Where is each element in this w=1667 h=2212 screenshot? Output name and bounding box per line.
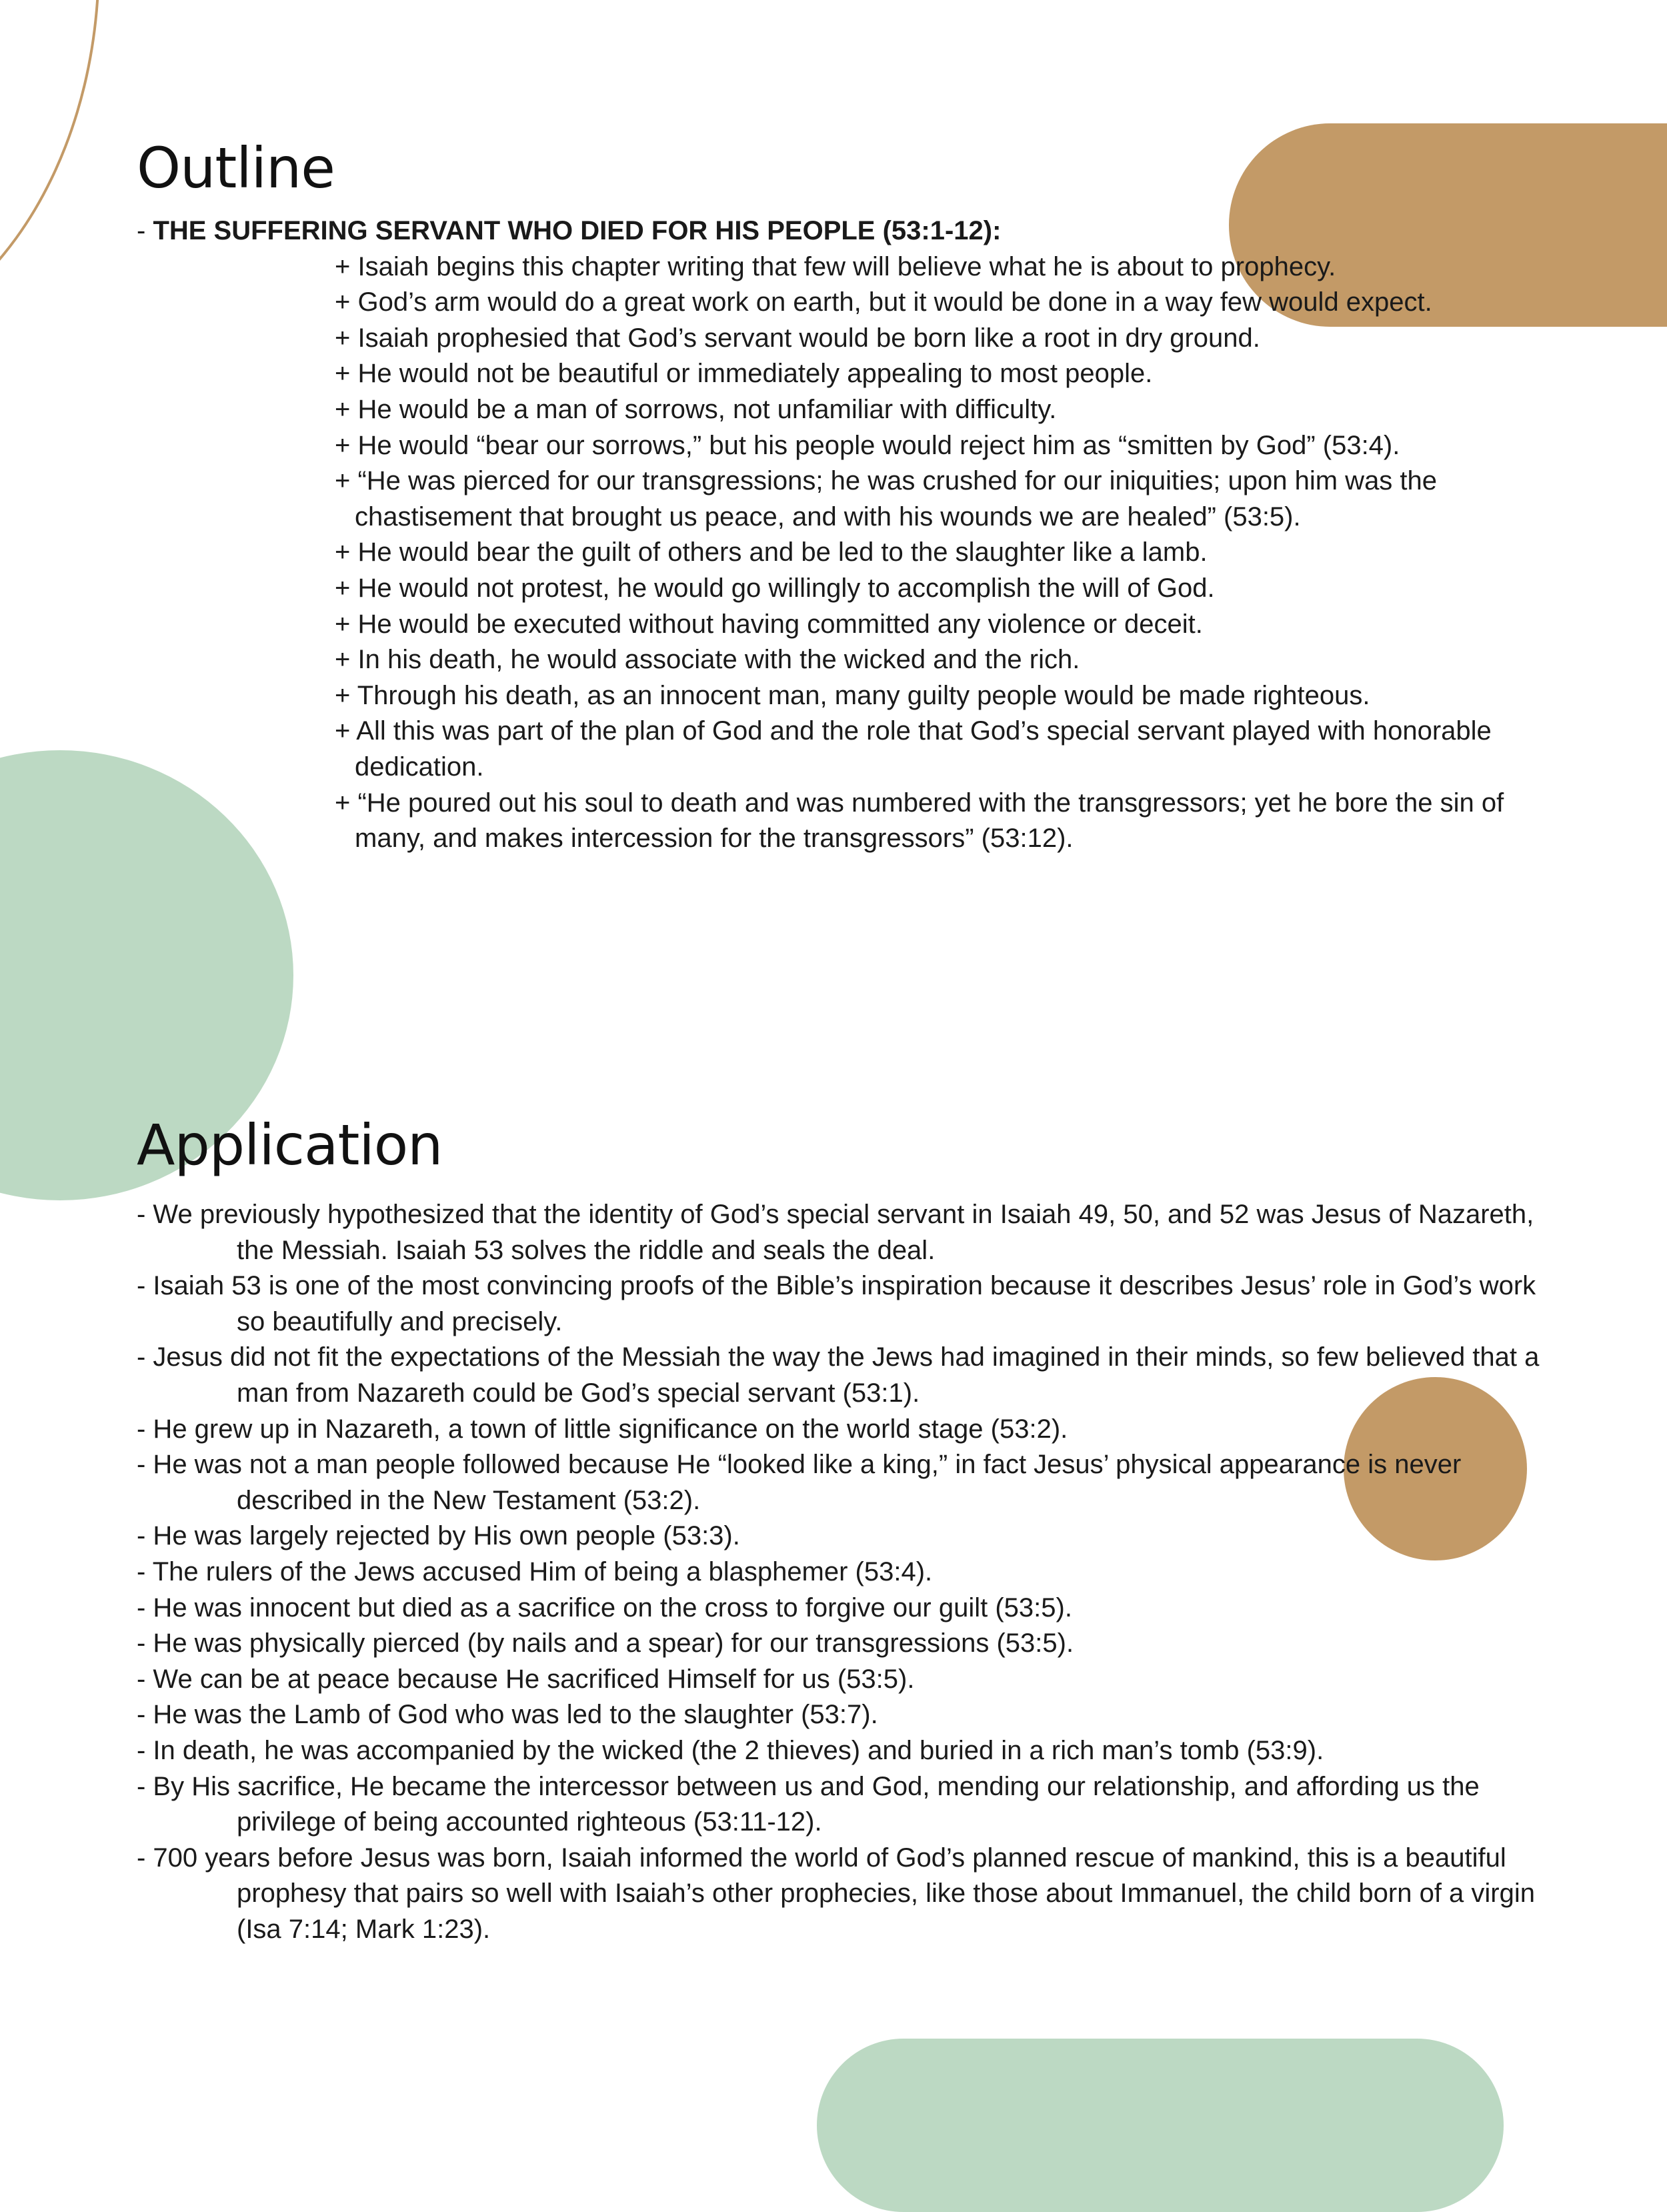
outline-body [137, 213, 1564, 857]
outline-item: + In his death, he would associate with the wicked and the rich. [335, 645, 1080, 675]
outline-item: + He would “bear our sorrows,” but his people would reject him as “smitten by God” (53:4). [335, 430, 1400, 460]
outline-heading-text: THE SUFFERING SERVANT WHO DIED FOR HIS PEOPLE (53:1-12): [153, 216, 1002, 245]
outline-item: + He would bear the guilt of others and be led to the slaughter like a lamb. [335, 537, 1208, 568]
outline-title: Outline [137, 135, 335, 201]
outline-item: + “He poured out his soul to death and was numbered with the transgressors; yet he bore the sin of many, and makes intercession for the transgressors” (53:12). [335, 788, 1504, 854]
decorative-pill-bottom [817, 2039, 1504, 2212]
application-body [137, 1197, 1564, 1947]
application-item: - He was innocent but died as a sacrifice on the cross to forgive our guilt (53:5). [137, 1592, 1072, 1622]
outline-heading [137, 213, 1564, 249]
application-item: - By His sacrifice, He became the intercessor between us and God, mending our relationship, and affording us the privilege of being accounted righteous (53:11-12). [137, 1771, 1480, 1837]
application-item: - The rulers of the Jews accused Him of being a blasphemer (53:4). [137, 1556, 933, 1586]
outline-item: + Through his death, as an innocent man, many guilty people would be made righteous. [335, 680, 1370, 710]
outline-item: + He would not be beautiful or immediately appealing to most people. [335, 359, 1153, 389]
application-item: - He was the Lamb of God who was led to the slaughter (53:7). [137, 1700, 878, 1730]
application-item: - He was not a man people followed because He “looked like a king,” in fact Jesus’ physical appearance is never described in the New Testament (53:2). [137, 1450, 1462, 1515]
application-item: - We previously hypothesized that the identity of God’s special servant in Isaiah 49, 50, and 52 was Jesus of Nazareth, the Messiah. Isaiah 53 solves the riddle and seals the deal. [137, 1200, 1534, 1265]
application-item: - 700 years before Jesus was born, Isaiah informed the world of God’s planned rescue of mankind, this is a beautiful prophesy that pairs so well with Isaiah’s other prophecies, like those about Immanuel, the child born of a virgin (Isa 7:14; Mark 1:23). [137, 1843, 1535, 1944]
application-item: - He was largely rejected by His own people (53:3). [137, 1521, 740, 1551]
outline-item: + All this was part of the plan of God and the role that God’s special servant played with honorable dedication. [335, 716, 1492, 782]
outline-item: + Isaiah begins this chapter writing that few will believe what he is about to prophecy. [335, 251, 1336, 281]
application-item: - We can be at peace because He sacrificed Himself for us (53:5). [137, 1664, 915, 1694]
application-item: - In death, he was accompanied by the wicked (the 2 thieves) and buried in a rich man’s tomb (53:9). [137, 1735, 1324, 1765]
application-item: - Jesus did not fit the expectations of the Messiah the way the Jews had imagined in their minds, so few believed that a man from Nazareth could be God’s special servant (53:1). [137, 1342, 1540, 1408]
application-title: Application [137, 1112, 443, 1178]
outline-item: + He would be executed without having committed any violence or deceit. [335, 609, 1203, 639]
outline-item: + Isaiah prophesied that God’s servant would be born like a root in dry ground. [335, 323, 1260, 353]
decorative-ring-top-left [0, 0, 100, 353]
application-item: - Isaiah 53 is one of the most convincing proofs of the Bible’s inspiration because it describes Jesus’ role in God’s work so beautifully and precisely. [137, 1271, 1536, 1336]
outline-item: + God’s arm would do a great work on earth, but it would be done in a way few would expect. [335, 287, 1432, 317]
outline-item: + “He was pierced for our transgressions; he was crushed for our iniquities; upon him was the chastisement that brought us peace, and with his wounds we are healed” (53:5). [335, 466, 1438, 531]
application-item: - He was physically pierced (by nails and a spear) for our transgressions (53:5). [137, 1628, 1074, 1658]
application-item: - He grew up in Nazareth, a town of little significance on the world stage (53:2). [137, 1414, 1068, 1444]
outline-item: + He would not protest, he would go willingly to accomplish the will of God. [335, 573, 1215, 603]
outline-heading-prefix: - [137, 216, 153, 245]
outline-item: + He would be a man of sorrows, not unfamiliar with difficulty. [335, 394, 1057, 424]
